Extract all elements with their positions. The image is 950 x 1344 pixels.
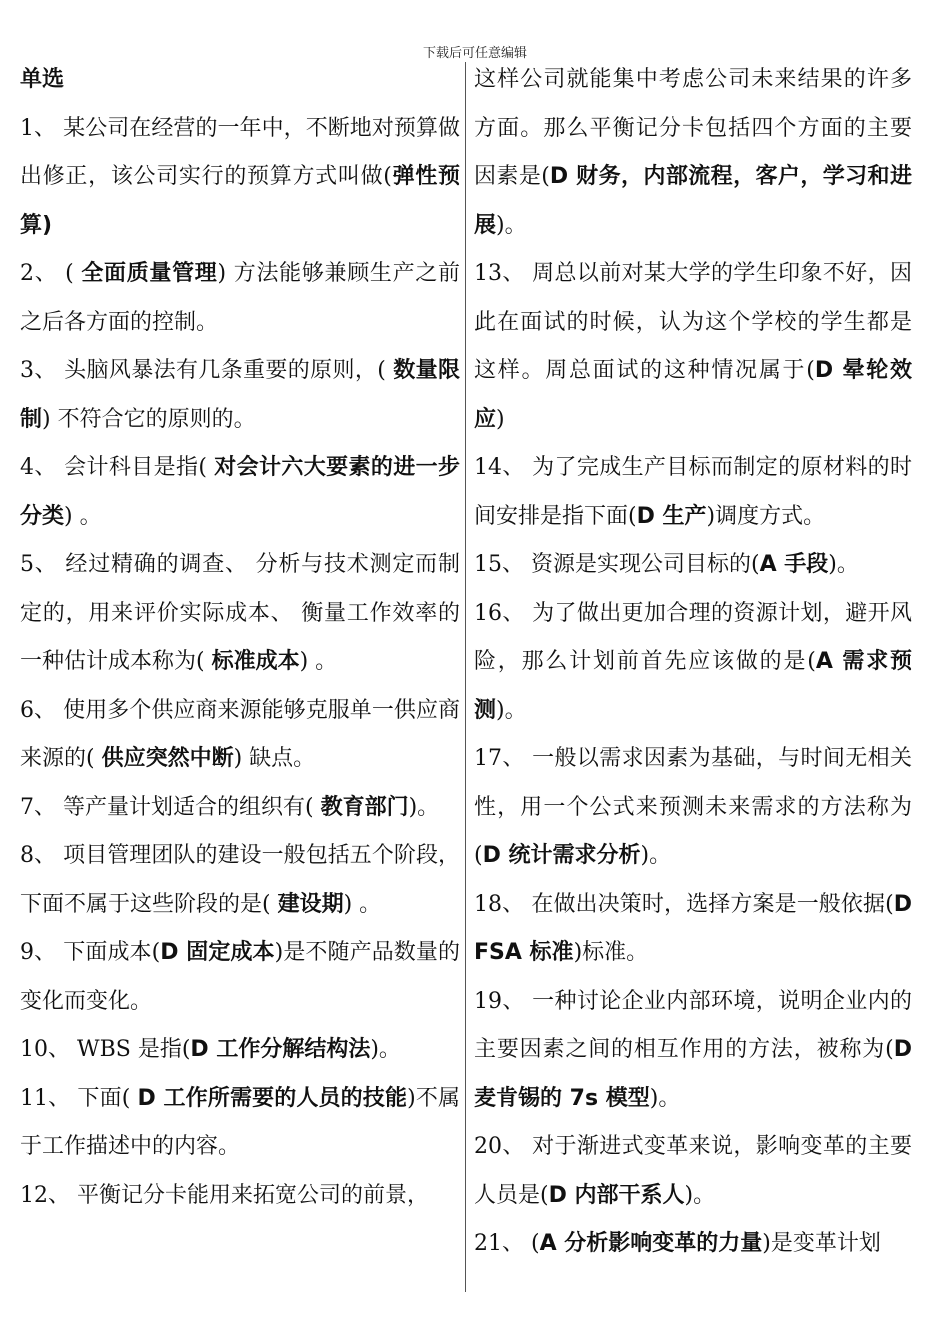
question-item	[474, 881, 912, 978]
question-item	[20, 541, 460, 687]
answer-text: 教育部门	[320, 794, 409, 820]
column-divider	[465, 62, 466, 1292]
question-text-tail: ) 。	[299, 649, 338, 674]
answer-text: D 工作分解结构法	[190, 1037, 371, 1062]
answer-text: D 生产	[636, 503, 707, 529]
question-text-tail: ) 。	[343, 891, 382, 917]
question-item	[20, 444, 460, 541]
question-text-tail: ) 不符合它的原则的。	[42, 406, 256, 432]
question-item	[20, 687, 460, 784]
question-text: 6、 使用多个供应商来源能够克服单一供应商来源的(	[20, 697, 460, 771]
question-text-tail: )标准。	[573, 940, 649, 965]
left-question-list	[20, 105, 460, 1221]
question-text: 16、 为了做出更加合理的资源计划，避开风险，那么计划前首先应该做的是(	[474, 600, 912, 674]
question-text: 11、 下面(	[20, 1085, 138, 1111]
question-item	[474, 735, 912, 881]
question-text-tail: )调度方式。	[706, 503, 826, 529]
question-item	[20, 832, 460, 929]
question-item	[20, 784, 460, 833]
answer-text: A 手段	[759, 552, 829, 577]
question-item	[20, 1172, 460, 1221]
page-header: 下载后可任意编辑	[422, 46, 527, 61]
question-text: 13、 周总以前对某大学的学生印象不好，因此在面试的时候，认为这个学校的学生都是这样。周总面试的这种情况属于(	[474, 261, 912, 383]
question-text: 3、 头脑风暴法有几条重要的原则，(	[20, 358, 394, 383]
answer-text: A 需求预测	[474, 649, 912, 723]
question-item	[20, 929, 460, 1026]
question-text-tail: ) 缺点。	[233, 746, 316, 771]
answer-text: A 分析影响变革的力量	[539, 1231, 763, 1256]
question-text: 12、 平衡记分卡能用来拓宽公司的前景，	[20, 1182, 429, 1208]
question-text-tail: ) 。	[64, 503, 102, 529]
question-text-tail: )是不随产品数量的变化而变化。	[20, 940, 461, 1014]
answer-text: D 麦肯锡的 7s 模型	[474, 1037, 912, 1111]
right-question-list	[474, 56, 912, 1269]
question-text-tail: )。	[684, 1182, 716, 1208]
question-text: 1、 某公司在经营的一年中，不断地对预算做出修正，该公司实行的预算方式叫做(	[20, 115, 460, 189]
question-text: 10、 WBS 是指(	[20, 1037, 191, 1062]
question-text-tail: )不属于工作描述中的内容。	[20, 1085, 460, 1159]
question-text: 17、 一般以需求因素为基础，与时间无相关性，用一个公式来预测未来需求的方法称为(	[474, 746, 912, 868]
question-item	[474, 1220, 912, 1269]
question-text: 19、 一种讨论企业内部环境，说明企业内的主要因素之间的相互作用的方法，被称为(	[474, 988, 912, 1062]
question-text: 20、 对于渐进式变革来说，影响变革的主要人员是(	[474, 1134, 912, 1208]
answer-text: 弹性预算)	[20, 164, 460, 238]
question-text: 这样公司就能集中考虑公司未来结果的许多方面。那么平衡记分卡包括四个方面的主要因素是(	[474, 67, 912, 189]
answer-text: D 内部干系人	[548, 1182, 685, 1208]
question-text-tail: )。	[408, 794, 440, 820]
question-text-tail: )	[496, 406, 505, 432]
answer-text: 供应突然中断	[101, 746, 234, 771]
question-text: 18、 在做出决策时，选择方案是一般依据(	[474, 891, 894, 917]
question-text-tail: )。	[828, 552, 859, 577]
question-text: 15、 资源是实现公司目标的(	[474, 552, 760, 577]
answer-text: D 统计需求分析	[482, 843, 641, 868]
question-item	[474, 56, 912, 250]
question-text: 8、 项目管理团队的建设一般包括五个阶段，下面不属于这些阶段的是(	[20, 843, 460, 917]
answer-text: D 工作所需要的人员的技能	[137, 1085, 408, 1111]
question-text-tail: )。	[496, 697, 527, 723]
question-text-tail: )。	[496, 212, 527, 238]
question-text: 7、 等产量计划适合的组织有(	[20, 794, 321, 820]
question-text-tail: )。	[370, 1037, 401, 1062]
answer-text: 全面质量管理	[81, 261, 218, 286]
right-column	[474, 56, 912, 1269]
question-item	[474, 250, 912, 444]
question-text: 9、 下面成本(	[20, 940, 161, 965]
question-text-tail: )。	[649, 1085, 681, 1111]
question-text-tail: )。	[640, 843, 672, 868]
question-text: 4、 会计科目是指(	[20, 455, 215, 480]
left-column	[20, 56, 460, 1220]
answer-text: 标准成本	[211, 649, 300, 674]
answer-text: D 财务，内部流程，客户，学习和进展	[474, 164, 912, 238]
answer-text: D FSA 标准	[474, 891, 912, 965]
answer-text: D 晕轮效应	[474, 358, 912, 432]
question-item	[474, 541, 912, 590]
question-item	[20, 1026, 460, 1075]
question-text: 14、 为了完成生产目标而制定的原材料的时间安排是指下面(	[474, 455, 912, 529]
question-item	[474, 444, 912, 541]
question-item	[474, 590, 912, 736]
question-text-tail: ) 方法能够兼顾生产之前之后各方面的控制。	[20, 261, 460, 335]
question-item	[20, 1075, 460, 1172]
answer-text: 建设期	[277, 891, 344, 917]
section-title: 单选	[20, 67, 65, 92]
answer-text: 对会计六大要素的进一步分类	[20, 455, 460, 529]
question-item	[20, 347, 460, 444]
answer-text: 数量限制	[20, 358, 460, 432]
question-text: 2、 (	[20, 261, 82, 286]
answer-text: D 固定成本	[160, 940, 275, 965]
question-item	[20, 250, 460, 347]
question-text-tail: )是变革计划	[762, 1231, 881, 1256]
question-item	[20, 105, 460, 251]
question-item	[474, 978, 912, 1124]
question-item	[474, 1123, 912, 1220]
question-text: 21、 (	[474, 1231, 540, 1256]
question-text: 5、 经过精确的调查、 分析与技术测定而制定的，用来评价实际成本、 衡量工作效率的一种估计成本称为(	[20, 552, 460, 674]
